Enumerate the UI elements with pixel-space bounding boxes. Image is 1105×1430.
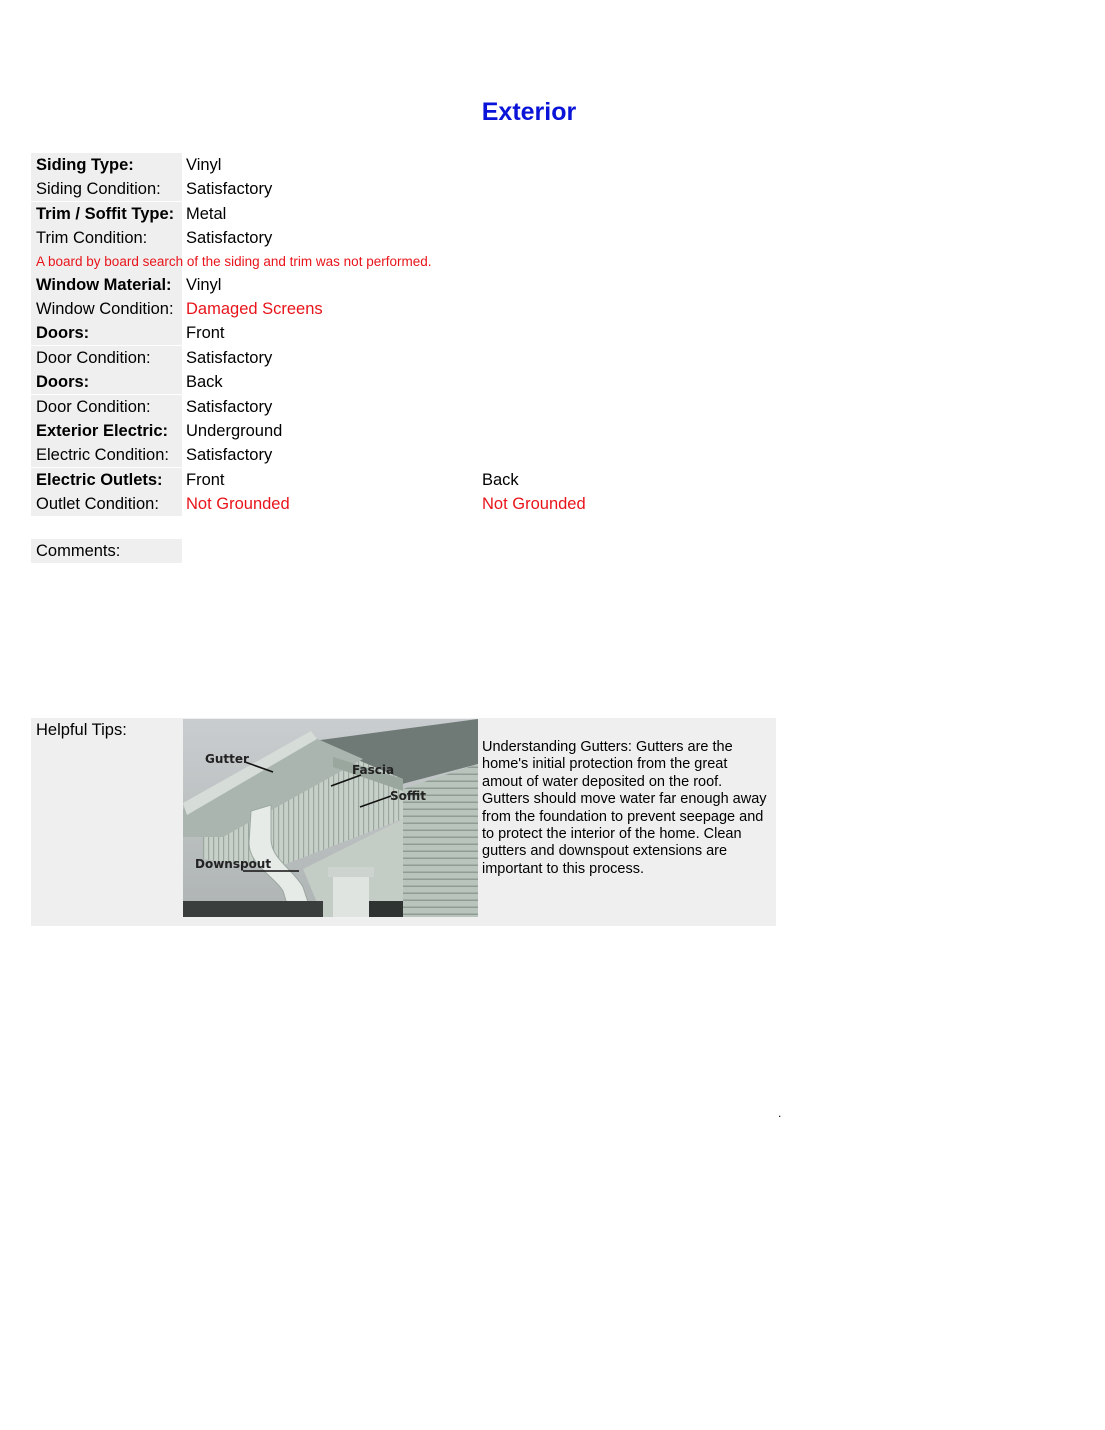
exterior-electric-value: Underground: [186, 422, 283, 440]
doors-label-2: Doors:: [31, 370, 182, 394]
siding-type-value: Vinyl: [186, 156, 222, 174]
door-condition-label-2: Door Condition:: [31, 395, 182, 419]
siding-condition-value: Satisfactory: [186, 180, 273, 198]
electric-condition-label: Electric Condition:: [31, 443, 182, 467]
door-condition-value-2: Satisfactory: [186, 398, 273, 416]
helpful-tips-label: Helpful Tips:: [36, 721, 127, 739]
outlet-condition-label: Outlet Condition:: [31, 492, 182, 516]
trim-condition-label: Trim Condition:: [31, 226, 182, 250]
siding-type-label: Siding Type:: [31, 153, 182, 177]
electric-condition-value: Satisfactory: [186, 446, 273, 464]
doors-label-1: Doors:: [31, 321, 182, 345]
outlet-condition-value: Not Grounded: [186, 495, 290, 513]
electric-outlets-value: Front: [186, 471, 225, 489]
page-title: Exterior: [481, 98, 577, 126]
siding-note: A board by board search of the siding and trim was not performed.: [36, 254, 432, 269]
trim-type-label: Trim / Soffit Type:: [31, 202, 182, 226]
window-condition-value: Damaged Screens: [186, 300, 323, 318]
soffit-image-label: Soffit: [390, 789, 427, 803]
window-condition-label: Window Condition:: [31, 297, 182, 321]
door-condition-value-1: Satisfactory: [186, 349, 273, 367]
doors-value-2: Back: [186, 373, 223, 391]
footer-mark: .: [778, 1106, 782, 1120]
trim-condition-value: Satisfactory: [186, 229, 273, 247]
trim-type-value: Metal: [186, 205, 227, 223]
helpful-tips-text: Understanding Gutters: Gutters are the home's initial protection from the great amout of water deposited on the roof. Gutters should move water far enough away from the foundation to prevent seepage and to protect the interior of the home. Clean gutters and downspout extensions are important to this process.: [482, 739, 767, 877]
electric-outlets-label: Electric Outlets:: [31, 468, 182, 492]
electric-outlets-value-2: Back: [482, 471, 519, 489]
comments-label: Comments:: [31, 539, 182, 563]
gutter-diagram-image: [183, 719, 478, 917]
siding-condition-label: Siding Condition:: [31, 177, 182, 201]
window-material-label: Window Material:: [31, 273, 182, 297]
fascia-image-label: Fascia: [352, 763, 395, 777]
doors-value-1: Front: [186, 324, 225, 342]
gutter-image-label: Gutter: [205, 752, 249, 766]
gutter-diagram-svg: [183, 719, 478, 917]
exterior-electric-label: Exterior Electric:: [31, 419, 182, 443]
window-material-value: Vinyl: [186, 276, 222, 294]
downspout-image-label: Downspout: [195, 857, 272, 871]
outlet-condition-value-2: Not Grounded: [482, 495, 586, 513]
door-condition-label-1: Door Condition:: [31, 346, 182, 370]
helpful-tips-section: [31, 718, 776, 926]
